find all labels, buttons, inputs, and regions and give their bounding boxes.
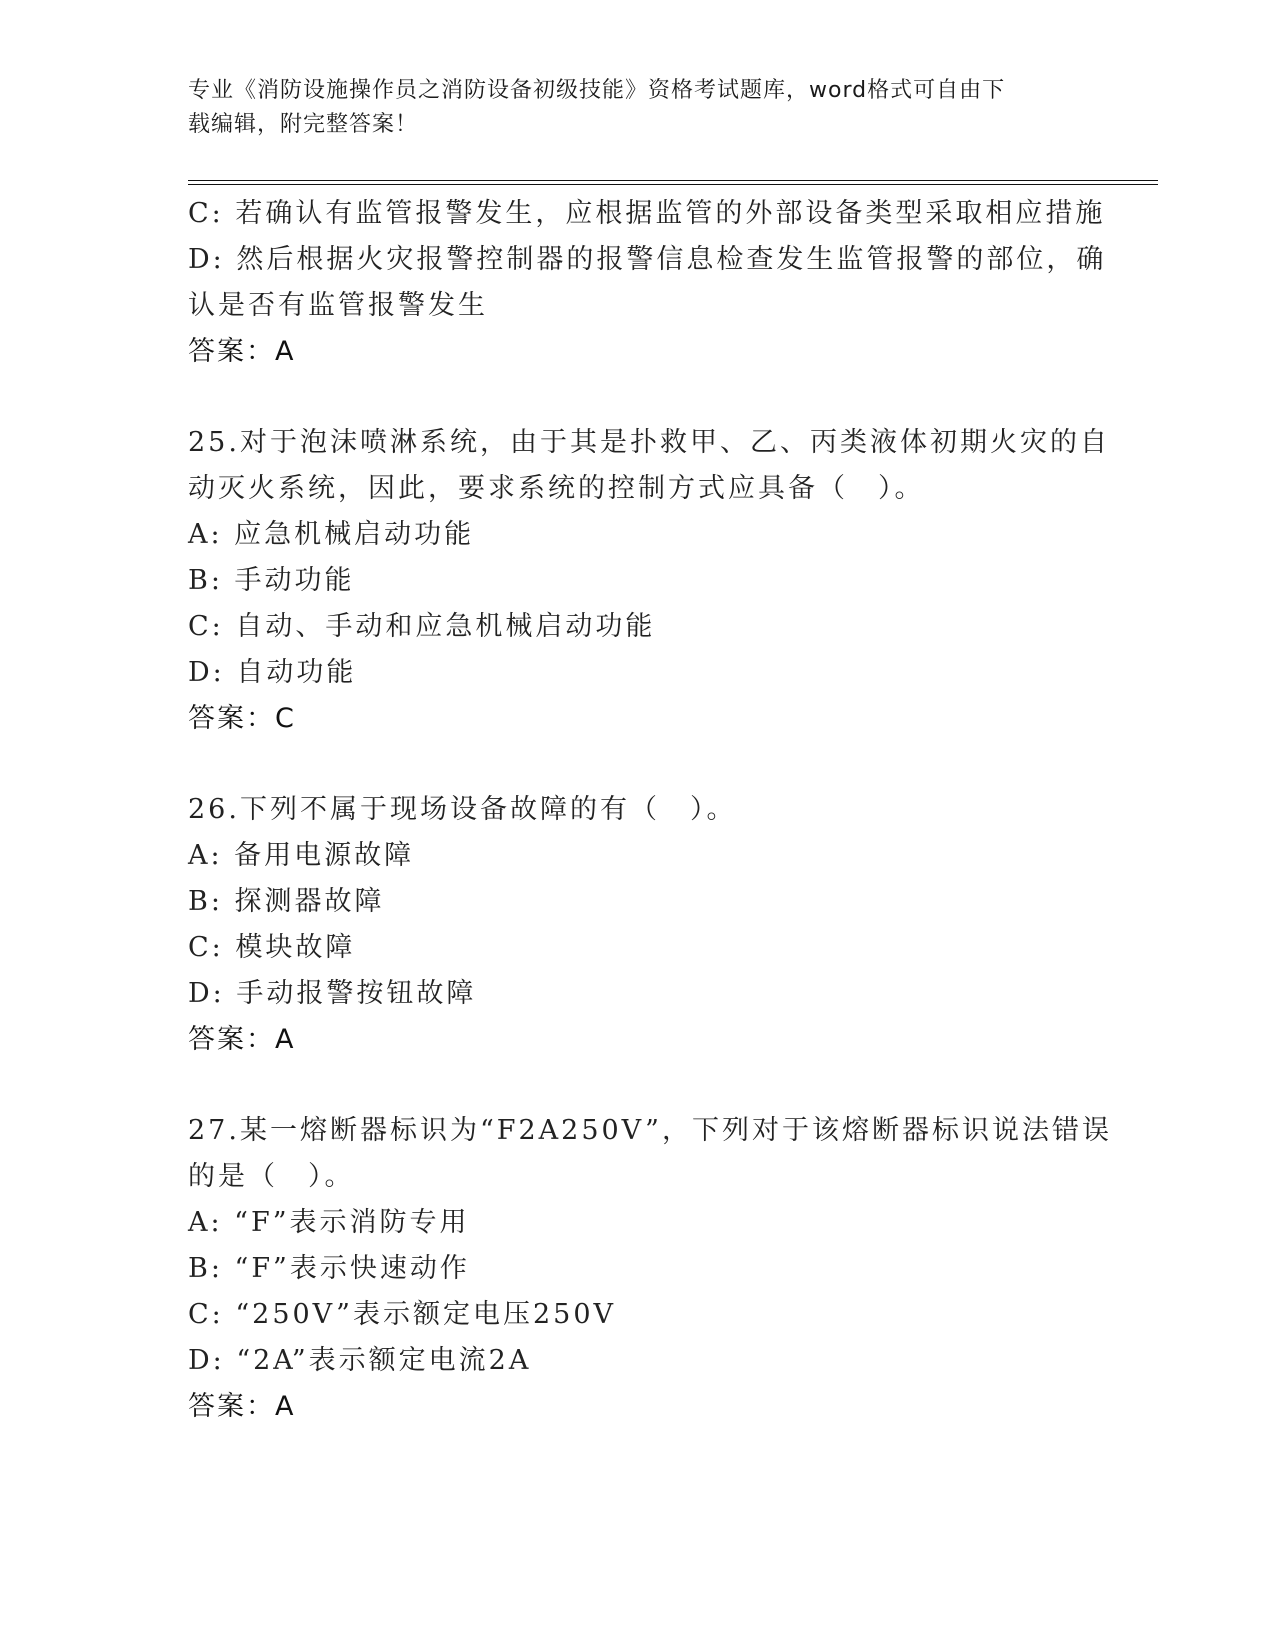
option-a: A: 备用电源故障 <box>188 840 415 871</box>
header-line-2: 载编辑，附完整答案！ <box>188 112 419 137</box>
option-d: D: 自动功能 <box>188 657 357 688</box>
option-d: D: 手动报警按钮故障 <box>188 978 477 1009</box>
header-line-1: 专业《消防设施操作员之消防设备初级技能》资格考试题库，word格式可自由下 <box>188 78 1006 103</box>
answer: 答案：A <box>188 336 296 367</box>
option-b: B: “F”表示快速动作 <box>188 1253 470 1284</box>
question-24-continuation <box>188 191 1107 375</box>
document-header <box>188 74 1088 142</box>
option-d-line-2: 认是否有监管报警发生 <box>188 290 488 321</box>
option-c: C: 若确认有监管报警发生，应根据监管的外部设备类型采取相应措施 <box>188 198 1106 229</box>
spacer <box>188 742 1088 787</box>
question-25 <box>188 420 1110 742</box>
option-c: C: 模块故障 <box>188 932 356 963</box>
spacer <box>188 375 1088 420</box>
option-d-line-1: D: 然后根据火灾报警控制器的报警信息检查发生监管报警的部位，确 <box>188 244 1107 275</box>
question-stem-line-2: 的是（ ）。 <box>188 1161 355 1192</box>
question-26 <box>188 787 1088 1063</box>
question-stem-line-2: 动灭火系统，因此，要求系统的控制方式应具备（ ）。 <box>188 473 925 504</box>
header-rule-bottom <box>188 184 1158 185</box>
answer: 答案：A <box>188 1024 296 1055</box>
answer: 答案：C <box>188 703 296 734</box>
answer: 答案：A <box>188 1391 296 1422</box>
header-rule-top <box>188 180 1158 181</box>
question-27 <box>188 1108 1112 1430</box>
option-c: C: “250V”表示额定电压250V <box>188 1299 616 1330</box>
question-stem-line-1: 26.下列不属于现场设备故障的有（ ）。 <box>188 794 737 825</box>
option-a: A: 应急机械启动功能 <box>188 519 475 550</box>
option-b: B: 探测器故障 <box>188 886 385 917</box>
option-d: D: “2A”表示额定电流2A <box>188 1345 532 1376</box>
option-c: C: 自动、手动和应急机械启动功能 <box>188 611 656 642</box>
option-a: A: “F”表示消防专用 <box>188 1207 470 1238</box>
spacer <box>188 1063 1088 1108</box>
question-stem-line-1: 27.某一熔断器标识为“F2A250V”，下列对于该熔断器标识说法错误 <box>188 1115 1112 1146</box>
option-b: B: 手动功能 <box>188 565 355 596</box>
question-list <box>188 191 1112 1430</box>
question-stem-line-1: 25.对于泡沫喷淋系统，由于其是扑救甲、乙、丙类液体初期火灾的自 <box>188 427 1110 458</box>
